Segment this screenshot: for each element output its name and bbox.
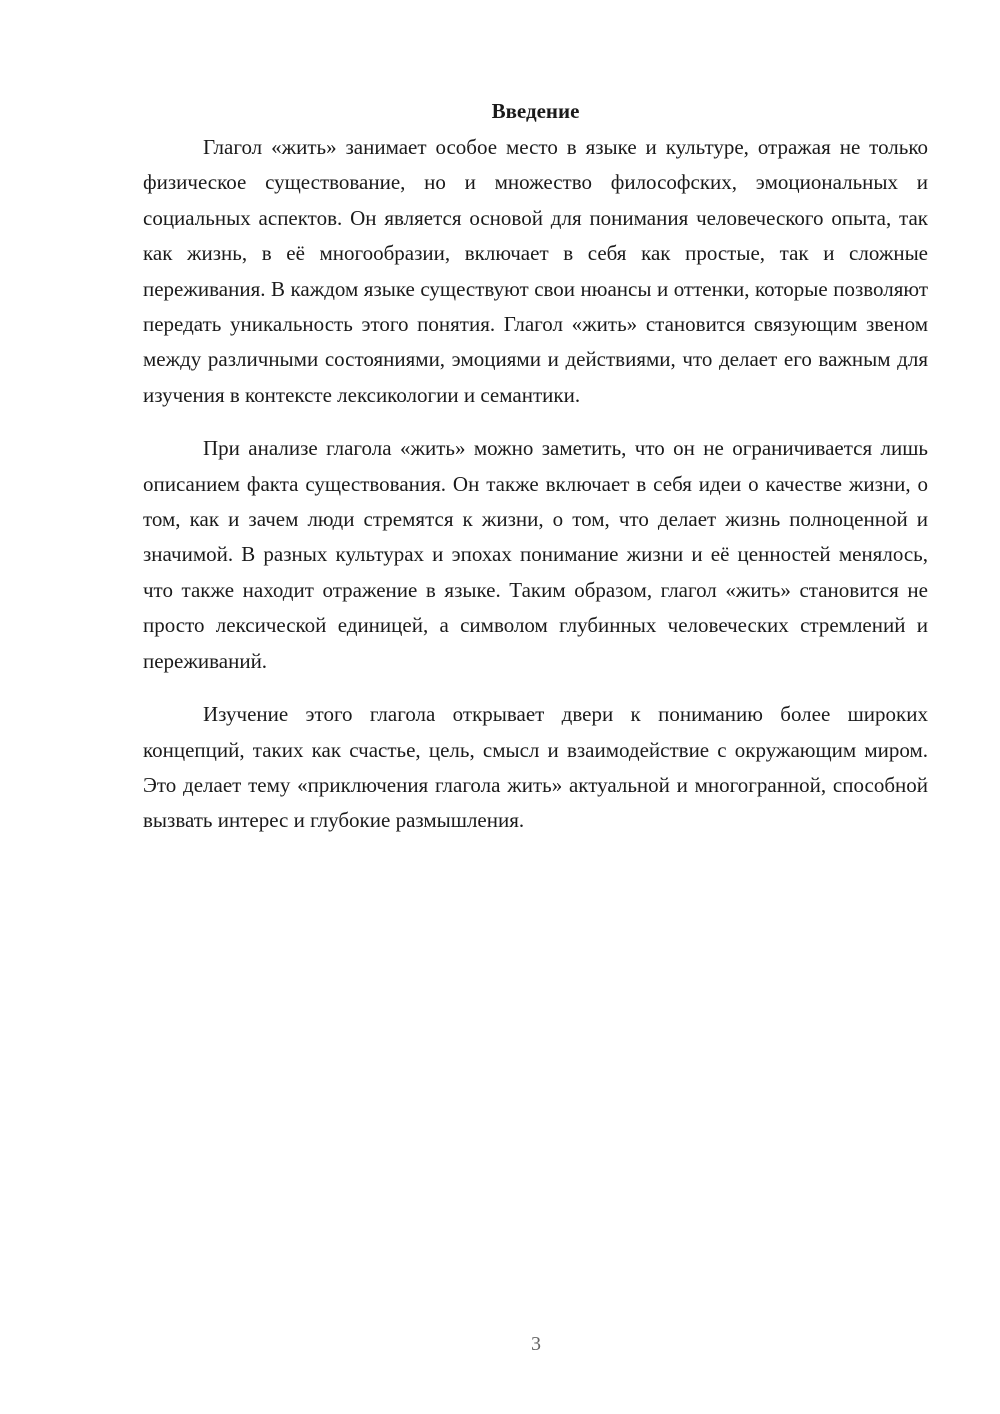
paragraph-1: Глагол «жить» занимает особое место в языке и культуре, отражая не только физическое существование, но и множество философских, эмоциональных и социальных аспектов. Он является основой для понимания человеческого опыта, так как жизнь, в её многообразии, включает в себя как простые, так и сложные переживания. В каждом языке существуют свои нюансы и оттенки, которые позволяют передать уникальность этого понятия. Глагол «жить» становится связующим звеном между различными состояниями, эмоциями и действиями, что делает его важным для изучения в контексте лексикологии и семантики. [143,135,928,407]
page-content [143,96,928,839]
paragraph-3: Изучение этого глагола открывает двери к пониманию более широких концепций, таких как счастье, цель, смысл и взаимодействие с окружающим миром. Это делает тему «приключения глагола жить» актуальной и многогранной, способной вызвать интерес и глубокие размышления. [143,702,928,833]
paragraph-2: При анализе глагола «жить» можно заметить, что он не ограничивается лишь описанием факта существования. Он также включает в себя идеи о качестве жизни, о том, как и зачем люди стремятся к жизни, о том, что делает жизнь полноценной и значимой. В разных культурах и эпохах понимание жизни и её ценностей менялось, что также находит отражение в языке. Таким образом, глагол «жить» становится не просто лексической единицей, а символом глубинных человеческих стремлений и переживаний. [143,436,928,673]
section-heading: Введение [491,99,580,123]
page-number: 3 [531,1333,541,1355]
